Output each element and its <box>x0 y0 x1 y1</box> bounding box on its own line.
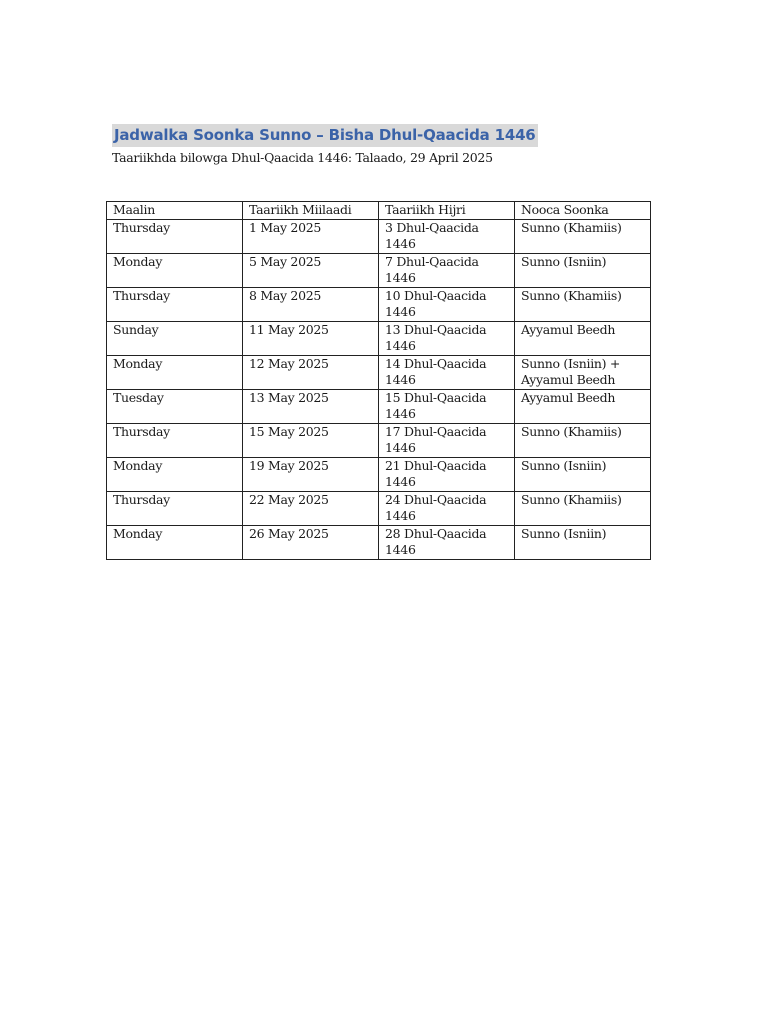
cell-day: Thursday <box>107 287 243 321</box>
cell-hijri-date: 24 Dhul-Qaacida 1446 <box>379 491 515 525</box>
table-row <box>107 525 651 559</box>
table-row <box>107 423 651 457</box>
cell-gregorian-date: 13 May 2025 <box>243 389 379 423</box>
cell-fast-type: Sunno (Isniin) <box>515 525 651 559</box>
cell-fast-type: Sunno (Khamiis) <box>515 219 651 253</box>
cell-gregorian-date: 19 May 2025 <box>243 457 379 491</box>
cell-fast-type: Sunno (Isniin) <box>515 457 651 491</box>
header-maalin: Maalin <box>107 202 243 220</box>
cell-day: Thursday <box>107 423 243 457</box>
cell-day: Thursday <box>107 491 243 525</box>
table-row <box>107 287 651 321</box>
cell-gregorian-date: 22 May 2025 <box>243 491 379 525</box>
header-gregorian-date: Taariikh Miilaadi <box>243 202 379 220</box>
cell-day: Thursday <box>107 219 243 253</box>
cell-gregorian-date: 5 May 2025 <box>243 253 379 287</box>
cell-fast-type: Sunno (Isniin) <box>515 253 651 287</box>
cell-gregorian-date: 8 May 2025 <box>243 287 379 321</box>
cell-hijri-date: 15 Dhul-Qaacida 1446 <box>379 389 515 423</box>
cell-gregorian-date: 1 May 2025 <box>243 219 379 253</box>
cell-day: Sunday <box>107 321 243 355</box>
cell-hijri-date: 14 Dhul-Qaacida 1446 <box>379 355 515 389</box>
cell-gregorian-date: 12 May 2025 <box>243 355 379 389</box>
table-row <box>107 491 651 525</box>
table-row <box>107 321 651 355</box>
cell-day: Monday <box>107 525 243 559</box>
document-subtitle: Taariikhda bilowga Dhul-Qaacida 1446: Talaado, 29 April 2025 <box>112 150 493 165</box>
table-row <box>107 253 651 287</box>
cell-hijri-date: 17 Dhul-Qaacida 1446 <box>379 423 515 457</box>
table-row <box>107 355 651 389</box>
cell-fast-type: Sunno (Isniin) + Ayyamul Beedh <box>515 355 651 389</box>
document-title: Jadwalka Soonka Sunno – Bisha Dhul-Qaacida 1446 <box>112 124 538 147</box>
cell-day: Monday <box>107 457 243 491</box>
cell-hijri-date: 21 Dhul-Qaacida 1446 <box>379 457 515 491</box>
header-fast-type: Nooca Soonka <box>515 202 651 220</box>
cell-hijri-date: 10 Dhul-Qaacida 1446 <box>379 287 515 321</box>
cell-gregorian-date: 26 May 2025 <box>243 525 379 559</box>
cell-hijri-date: 28 Dhul-Qaacida 1446 <box>379 525 515 559</box>
cell-hijri-date: 13 Dhul-Qaacida 1446 <box>379 321 515 355</box>
cell-day: Tuesday <box>107 389 243 423</box>
cell-fast-type: Ayyamul Beedh <box>515 389 651 423</box>
table-row <box>107 219 651 253</box>
cell-hijri-date: 3 Dhul-Qaacida 1446 <box>379 219 515 253</box>
table-header-row <box>107 202 651 220</box>
header-hijri-date: Taariikh Hijri <box>379 202 515 220</box>
table-row <box>107 389 651 423</box>
cell-hijri-date: 7 Dhul-Qaacida 1446 <box>379 253 515 287</box>
cell-fast-type: Sunno (Khamiis) <box>515 423 651 457</box>
cell-fast-type: Sunno (Khamiis) <box>515 491 651 525</box>
cell-gregorian-date: 11 May 2025 <box>243 321 379 355</box>
table-row <box>107 457 651 491</box>
cell-fast-type: Ayyamul Beedh <box>515 321 651 355</box>
fasting-schedule-table <box>106 201 651 560</box>
cell-day: Monday <box>107 253 243 287</box>
cell-day: Monday <box>107 355 243 389</box>
cell-gregorian-date: 15 May 2025 <box>243 423 379 457</box>
cell-fast-type: Sunno (Khamiis) <box>515 287 651 321</box>
